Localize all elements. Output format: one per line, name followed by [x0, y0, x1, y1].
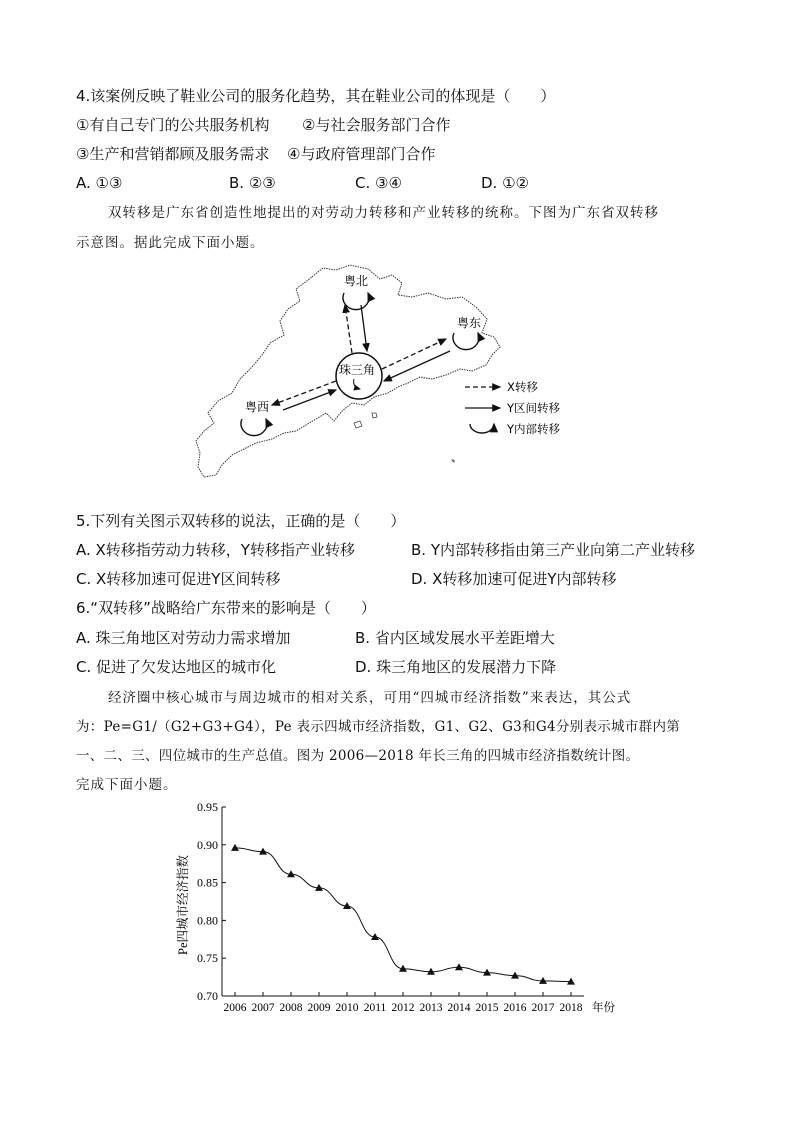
- passage2-line1: 经济圈中核心城市与周边城市的相对关系，可用“四城市经济指数”来表达，其公式: [108, 690, 632, 706]
- x-tick-label: 2008: [279, 1002, 303, 1014]
- q4-option-b: B. ②③: [229, 174, 276, 192]
- q4-item-2: ②与社会服务部门合作: [302, 116, 451, 134]
- legend-y-inter-label: Y区间转移: [507, 401, 561, 415]
- q6-option-a: A. 珠三角地区对劳动力需求增加: [76, 629, 291, 647]
- pe-line-chart: [0, 795, 794, 1025]
- x-tick-label: 2015: [475, 1002, 499, 1014]
- passage2-line2: 为：Pe=G1/（G2+G3+G4），Pe 表示四城市经济指数，G1、G2、G3和G4分别表示城市群内第: [76, 719, 681, 735]
- x-tick-label: 2010: [335, 1002, 359, 1014]
- y-tick-label: 0.75: [197, 951, 218, 966]
- q4-option-c: C. ③④: [355, 174, 402, 192]
- prd-label: 珠三角: [338, 363, 376, 377]
- x-tick-label: 2018: [559, 1002, 583, 1014]
- q4-option-d: D. ①②: [481, 174, 529, 192]
- data-point-marker: [231, 844, 239, 851]
- x-tick-label: 2017: [531, 1002, 555, 1014]
- north-label: 粤北: [343, 274, 369, 288]
- q6-option-c: C. 促进了欠发达地区的城市化: [76, 658, 277, 676]
- q4-option-a: A. ①③: [76, 174, 123, 192]
- x-axis-label: 年份: [592, 1002, 615, 1014]
- q6-stem: 6.“双转移”战略给广东带来的影响是（ ）: [76, 599, 376, 617]
- passage1-line1: 双转移是广东省创造性地提出的对劳动力转移和产业转移的统称。下图为广东省双转移: [108, 205, 659, 221]
- x-arrow-to-north: [345, 305, 352, 353]
- q4-item-4: ④与政府管理部门合作: [287, 145, 436, 163]
- x-tick-label: 2014: [447, 1002, 471, 1014]
- y-axis-label: Pe四城市经济指数: [176, 854, 190, 956]
- x-tick-label: 2012: [391, 1002, 415, 1014]
- data-point-marker: [455, 963, 463, 970]
- x-arrow-to-east: [382, 339, 446, 369]
- q5-stem: 5.下列有关图示双转移的说法，正确的是（ ）: [76, 512, 406, 530]
- q6-option-d: D. 珠三角地区的发展潜力下降: [355, 658, 557, 676]
- x-tick-label: 2009: [307, 1002, 331, 1014]
- west-label: 粤西: [244, 400, 270, 414]
- y-arrow-from-east: [384, 351, 450, 381]
- series-line: [235, 848, 571, 982]
- legend-x-label: X转移: [507, 380, 538, 394]
- q4-item-1: ①有自己专门的公共服务机构: [76, 116, 270, 134]
- y-tick-label: 0.80: [197, 913, 218, 928]
- passage2-line3: 一、二、三、四位城市的生产总值。图为 2006—2018 年长三角的四城市经济指数统计图。: [76, 748, 640, 764]
- q6-option-b: B. 省内区域发展水平差距增大: [355, 629, 555, 647]
- y-tick-label: 0.70: [197, 989, 218, 1003]
- q5-option-d: D. X转移加速可促进Y内部转移: [411, 570, 617, 588]
- q5-option-a: A. X转移指劳动力转移，Y转移指产业转移: [76, 541, 355, 559]
- passage2-line4: 完成下面小题。: [76, 777, 178, 793]
- x-tick-label: 2016: [503, 1002, 527, 1014]
- legend-y-inner-label: Y内部转移: [507, 422, 561, 436]
- x-tick-label: 2007: [251, 1002, 275, 1014]
- guangdong-map: [0, 255, 794, 485]
- y-tick-label: 0.95: [197, 800, 218, 814]
- x-tick-label: 2006: [223, 1002, 247, 1014]
- island-shape: [354, 413, 454, 462]
- y-arrow-from-north: [361, 305, 367, 351]
- x-tick-label: 2013: [419, 1002, 443, 1014]
- east-label: 粤东: [456, 316, 482, 330]
- y-tick-label: 0.85: [197, 875, 218, 890]
- q4-item-3: ③生产和营销都顾及服务需求: [76, 145, 270, 163]
- q5-option-b: B. Y内部转移指由第三产业向第二产业转移: [411, 541, 695, 559]
- y-arrow-from-west: [283, 390, 336, 410]
- y-tick-label: 0.90: [197, 837, 218, 852]
- x-tick-label: 2011: [363, 1002, 387, 1014]
- legend-y-inner-symbol: [470, 424, 494, 433]
- q4-stem: 4.该案例反映了鞋业公司的服务化趋势，其在鞋业公司的体现是（ ）: [76, 87, 556, 105]
- passage1-line2: 示意图。据此完成下面小题。: [76, 235, 265, 251]
- q5-option-c: C. X转移加速可促进Y区间转移: [76, 570, 281, 588]
